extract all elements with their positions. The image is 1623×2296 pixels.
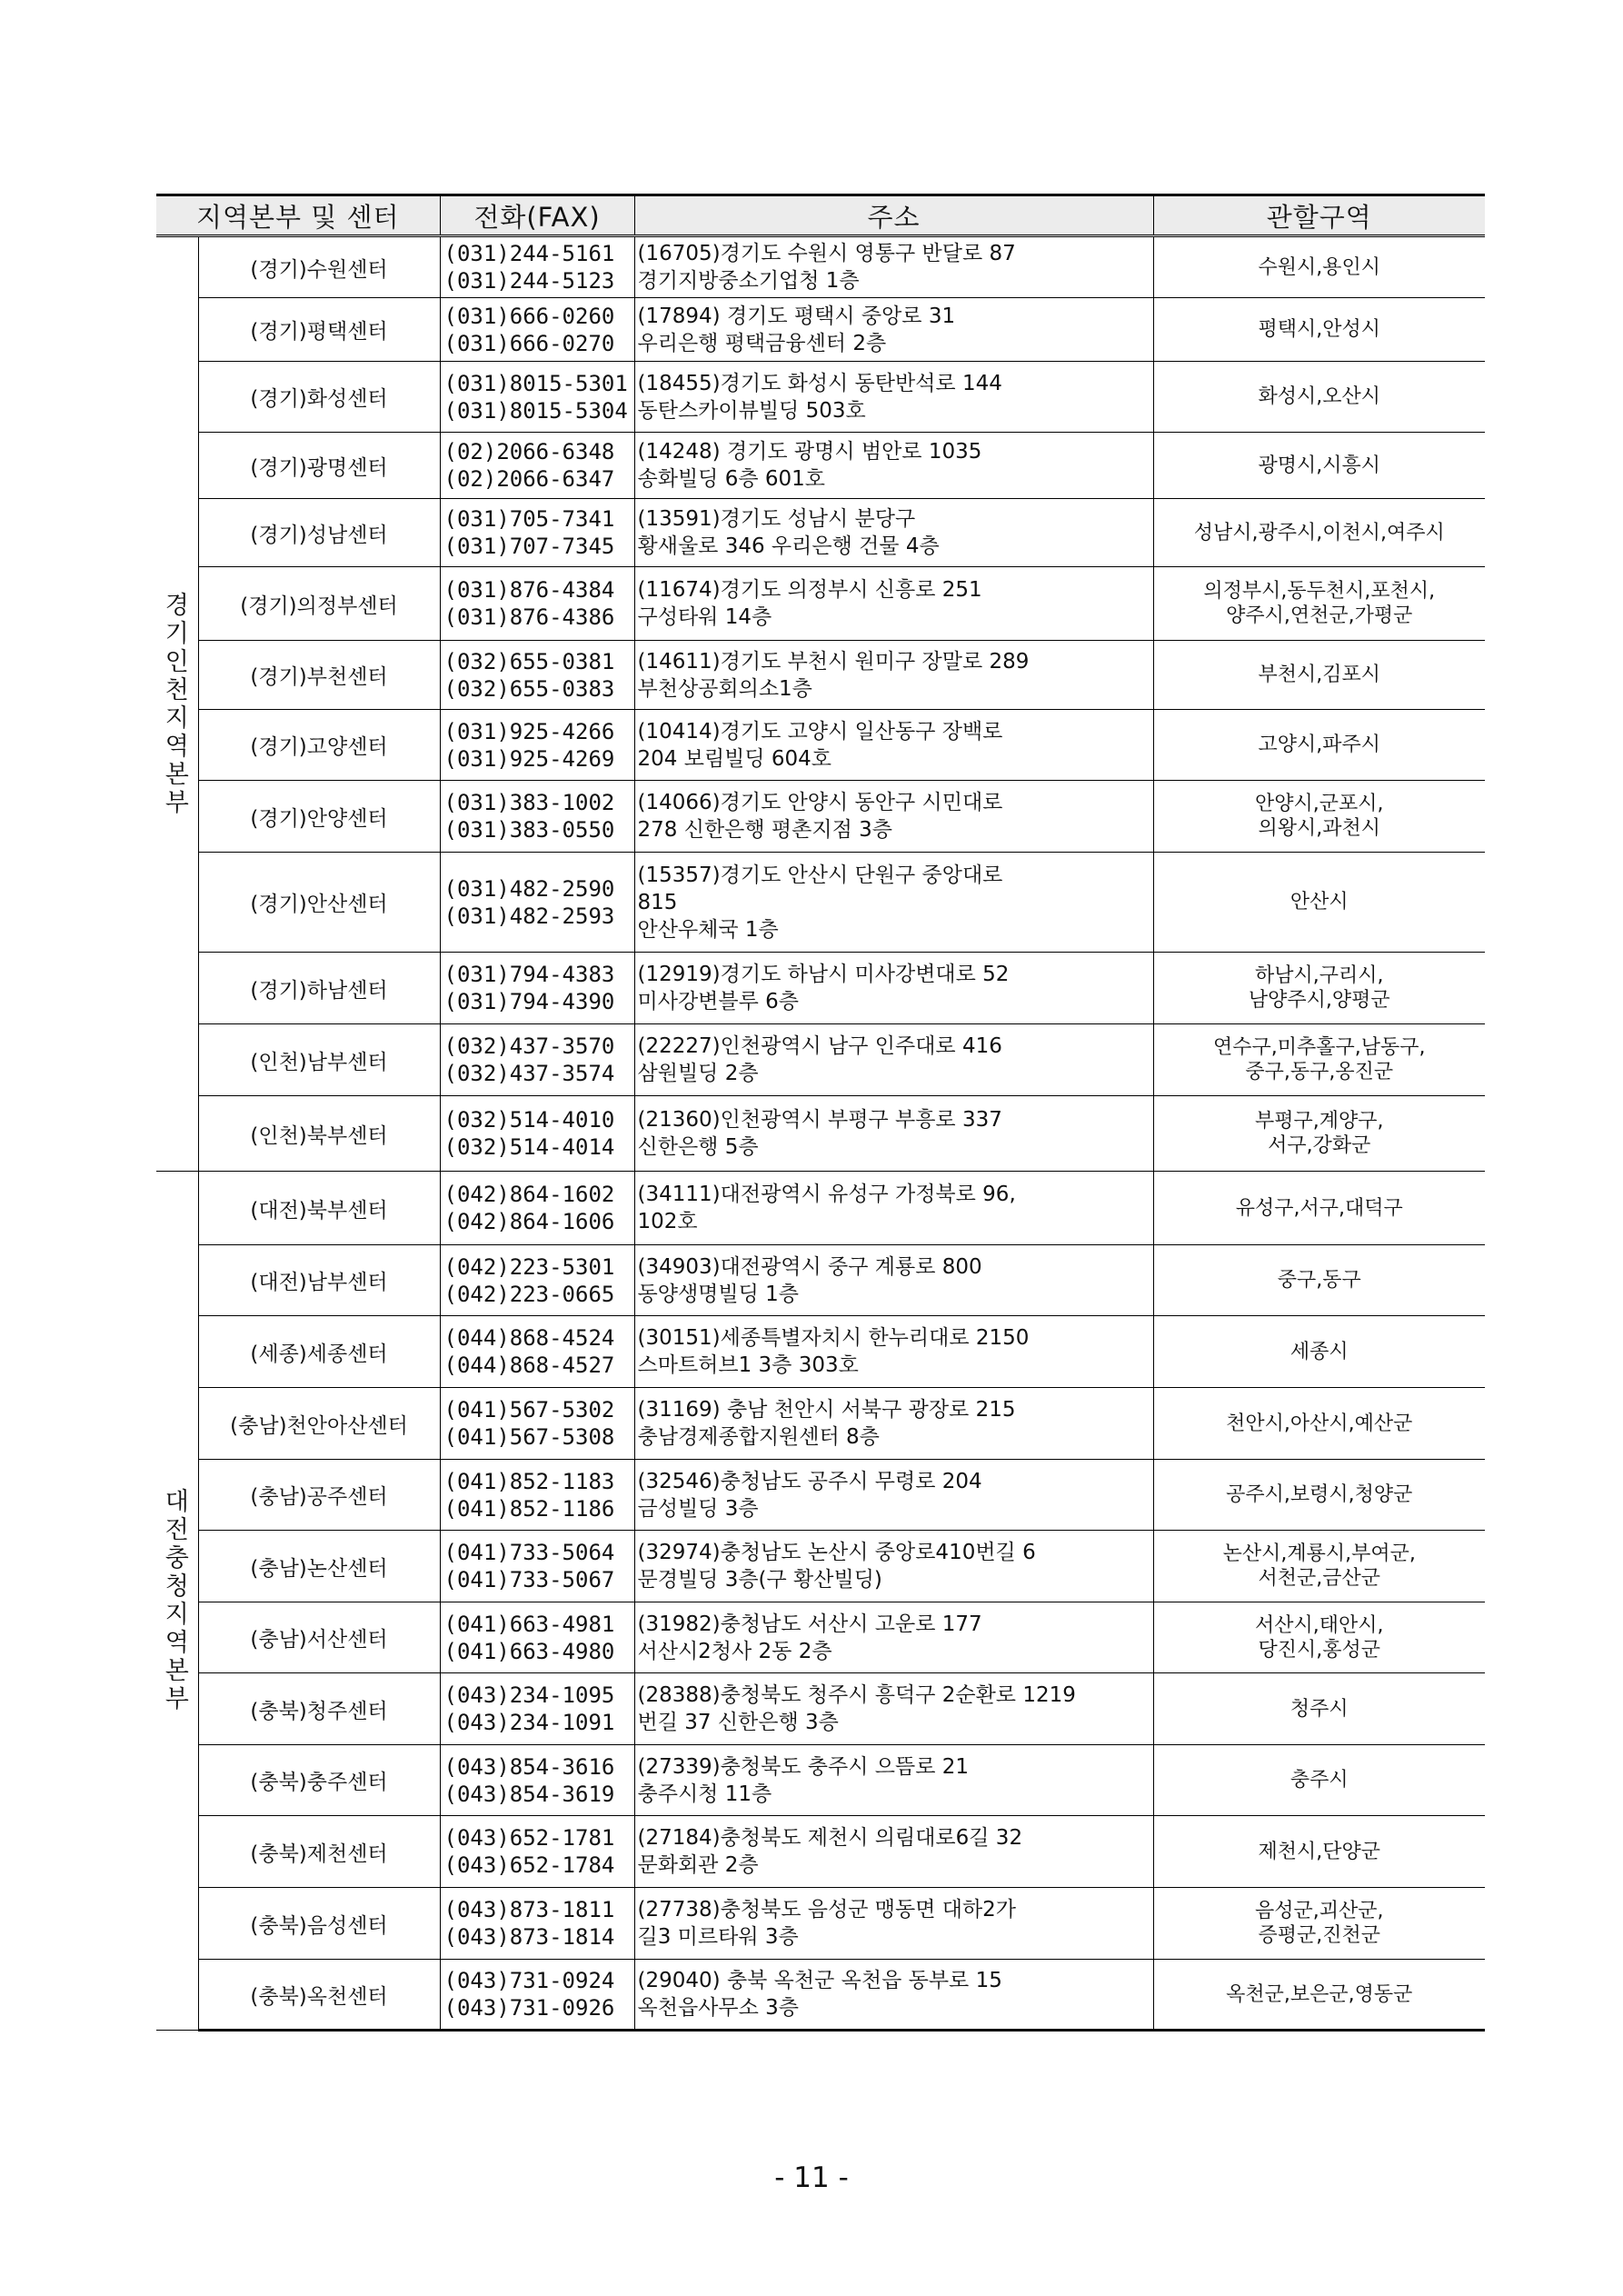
phone-fax-cell: (041)663-4981 (041)663-4980: [440, 1602, 634, 1673]
region-name: 경기인천지역본부: [164, 591, 189, 817]
address-cell: (22227)인천광역시 남구 인주대로 416 삼원빌딩 2층: [634, 1024, 1153, 1096]
table-row: [156, 1673, 1485, 1745]
center-name-cell: (충북)청주센터: [198, 1673, 440, 1745]
table-row: [156, 853, 1485, 953]
table-body: [156, 236, 1485, 2031]
center-name-cell: (경기)수원센터: [198, 236, 440, 298]
phone-fax-cell: (044)868-4524 (044)868-4527: [440, 1316, 634, 1388]
phone-fax-cell: (031)925-4266 (031)925-4269: [440, 710, 634, 781]
table-row: [156, 1888, 1485, 1960]
phone-fax-cell: (043)234-1095 (043)234-1091: [440, 1673, 634, 1745]
address-cell: (21360)인천광역시 부평구 부흥로 337 신한은행 5층: [634, 1096, 1153, 1172]
table-row: [156, 298, 1485, 362]
header-address: 주소: [634, 195, 1153, 236]
page-number: - 11 -: [774, 2161, 849, 2194]
table-row: [156, 781, 1485, 853]
table-row: [156, 1245, 1485, 1316]
table-row: [156, 1816, 1485, 1888]
jurisdiction-cell: 옥천군,보은군,영동군: [1153, 1960, 1485, 2031]
phone-fax-cell: (031)482-2590 (031)482-2593: [440, 853, 634, 953]
address-cell: (14248) 경기도 광명시 범안로 1035 송화빌딩 6층 601호: [634, 433, 1153, 499]
phone-fax-cell: (031)666-0260 (031)666-0270: [440, 298, 634, 362]
jurisdiction-cell: 서산시,태안시, 당진시,홍성군: [1153, 1602, 1485, 1673]
center-name-cell: (충남)천안아산센터: [198, 1388, 440, 1460]
center-name-cell: (경기)부천센터: [198, 641, 440, 710]
header-jurisdiction: 관할구역: [1153, 195, 1485, 236]
address-cell: (14611)경기도 부천시 원미구 장말로 289 부천상공회의소1층: [634, 641, 1153, 710]
phone-fax-cell: (042)864-1602 (042)864-1606: [440, 1172, 634, 1245]
table-row: [156, 1531, 1485, 1602]
center-name-cell: (충북)충주센터: [198, 1745, 440, 1816]
center-name-cell: (경기)광명센터: [198, 433, 440, 499]
center-name-cell: (경기)의정부센터: [198, 567, 440, 641]
center-name-cell: (충남)논산센터: [198, 1531, 440, 1602]
center-name-cell: (충북)음성센터: [198, 1888, 440, 1960]
table-row: [156, 236, 1485, 298]
jurisdiction-cell: 부평구,계양구, 서구,강화군: [1153, 1096, 1485, 1172]
jurisdiction-cell: 고양시,파주시: [1153, 710, 1485, 781]
phone-fax-cell: (02)2066-6348 (02)2066-6347: [440, 433, 634, 499]
center-name-cell: (경기)성남센터: [198, 499, 440, 567]
address-cell: (34111)대전광역시 유성구 가정북로 96, 102호: [634, 1172, 1153, 1245]
center-name-cell: (인천)북부센터: [198, 1096, 440, 1172]
table-row: [156, 1096, 1485, 1172]
jurisdiction-cell: 논산시,계룡시,부여군, 서천군,금산군: [1153, 1531, 1485, 1602]
center-name-cell: (대전)북부센터: [198, 1172, 440, 1245]
phone-fax-cell: (031)705-7341 (031)707-7345: [440, 499, 634, 567]
center-name-cell: (충북)제천센터: [198, 1816, 440, 1888]
center-name-cell: (경기)평택센터: [198, 298, 440, 362]
table-row: [156, 1745, 1485, 1816]
phone-fax-cell: (043)652-1781 (043)652-1784: [440, 1816, 634, 1888]
jurisdiction-cell: 평택시,안성시: [1153, 298, 1485, 362]
table-row: [156, 567, 1485, 641]
address-cell: (15357)경기도 안산시 단원구 중앙대로 815 안산우체국 1층: [634, 853, 1153, 953]
table-row: [156, 1388, 1485, 1460]
phone-fax-cell: (043)873-1811 (043)873-1814: [440, 1888, 634, 1960]
center-name-cell: (충남)공주센터: [198, 1460, 440, 1531]
jurisdiction-cell: 음성군,괴산군, 증평군,진천군: [1153, 1888, 1485, 1960]
jurisdiction-cell: 충주시: [1153, 1745, 1485, 1816]
phone-fax-cell: (042)223-5301 (042)223-0665: [440, 1245, 634, 1316]
phone-fax-cell: (032)514-4010 (032)514-4014: [440, 1096, 634, 1172]
phone-fax-cell: (041)567-5302 (041)567-5308: [440, 1388, 634, 1460]
jurisdiction-cell: 천안시,아산시,예산군: [1153, 1388, 1485, 1460]
jurisdiction-cell: 공주시,보령시,청양군: [1153, 1460, 1485, 1531]
address-cell: (34903)대전광역시 중구 계룡로 800 동양생명빌딩 1층: [634, 1245, 1153, 1316]
phone-fax-cell: (041)733-5064 (041)733-5067: [440, 1531, 634, 1602]
address-cell: (13591)경기도 성남시 분당구 황새울로 346 우리은행 건물 4층: [634, 499, 1153, 567]
jurisdiction-cell: 청주시: [1153, 1673, 1485, 1745]
table-row: [156, 499, 1485, 567]
phone-fax-cell: (031)794-4383 (031)794-4390: [440, 953, 634, 1024]
table-row: [156, 362, 1485, 433]
table-row: [156, 1960, 1485, 2031]
table-header-row: [156, 195, 1485, 236]
jurisdiction-cell: 제천시,단양군: [1153, 1816, 1485, 1888]
table-row: [156, 1024, 1485, 1096]
region-cell: [156, 1172, 198, 2031]
jurisdiction-cell: 세종시: [1153, 1316, 1485, 1388]
table-row: [156, 1172, 1485, 1245]
jurisdiction-cell: 중구,동구: [1153, 1245, 1485, 1316]
table-row: [156, 641, 1485, 710]
address-cell: (27339)충청북도 충주시 으뜸로 21 충주시청 11층: [634, 1745, 1153, 1816]
phone-fax-cell: (031)244-5161 (031)244-5123: [440, 236, 634, 298]
center-name-cell: (경기)고양센터: [198, 710, 440, 781]
address-cell: (12919)경기도 하남시 미사강변대로 52 미사강변블루 6층: [634, 953, 1153, 1024]
phone-fax-cell: (031)876-4384 (031)876-4386: [440, 567, 634, 641]
address-cell: (32546)충청남도 공주시 무령로 204 금성빌딩 3층: [634, 1460, 1153, 1531]
address-cell: (27738)충청북도 음성군 맹동면 대하2가 길3 미르타워 3층: [634, 1888, 1153, 1960]
table-row: [156, 1460, 1485, 1531]
address-cell: (11674)경기도 의정부시 신흥로 251 구성타워 14층: [634, 567, 1153, 641]
region-cell: [156, 236, 198, 1172]
table-row: [156, 1602, 1485, 1673]
center-name-cell: (충남)서산센터: [198, 1602, 440, 1673]
jurisdiction-cell: 안양시,군포시, 의왕시,과천시: [1153, 781, 1485, 853]
jurisdiction-cell: 유성구,서구,대덕구: [1153, 1172, 1485, 1245]
center-name-cell: (대전)남부센터: [198, 1245, 440, 1316]
table-row: [156, 1316, 1485, 1388]
jurisdiction-cell: 광명시,시흥시: [1153, 433, 1485, 499]
jurisdiction-cell: 연수구,미추홀구,남동구, 중구,동구,옹진군: [1153, 1024, 1485, 1096]
center-name-cell: (인천)남부센터: [198, 1024, 440, 1096]
jurisdiction-cell: 수원시,용인시: [1153, 236, 1485, 298]
address-cell: (31982)충청남도 서산시 고운로 177 서산시2청사 2동 2층: [634, 1602, 1153, 1673]
center-directory-table: [156, 194, 1485, 2031]
center-name-cell: (경기)화성센터: [198, 362, 440, 433]
phone-fax-cell: (031)8015-5301 (031)8015-5304: [440, 362, 634, 433]
address-cell: (30151)세종특별자치시 한누리대로 2150 스마트허브1 3층 303호: [634, 1316, 1153, 1388]
center-name-cell: (경기)하남센터: [198, 953, 440, 1024]
center-name-cell: (충북)옥천센터: [198, 1960, 440, 2031]
phone-fax-cell: (031)383-1002 (031)383-0550: [440, 781, 634, 853]
address-cell: (10414)경기도 고양시 일산동구 장백로 204 보림빌딩 604호: [634, 710, 1153, 781]
address-cell: (32974)충청남도 논산시 중앙로410번길 6 문경빌딩 3층(구 황산빌딩): [634, 1531, 1153, 1602]
phone-fax-cell: (043)854-3616 (043)854-3619: [440, 1745, 634, 1816]
address-cell: (14066)경기도 안양시 동안구 시민대로 278 신한은행 평촌지점 3층: [634, 781, 1153, 853]
address-cell: (27184)충청북도 제천시 의림대로6길 32 문화회관 2층: [634, 1816, 1153, 1888]
phone-fax-cell: (032)655-0381 (032)655-0383: [440, 641, 634, 710]
jurisdiction-cell: 성남시,광주시,이천시,여주시: [1153, 499, 1485, 567]
address-cell: (16705)경기도 수원시 영통구 반달로 87 경기지방중소기업청 1층: [634, 236, 1153, 298]
address-cell: (17894) 경기도 평택시 중앙로 31 우리은행 평택금융센터 2층: [634, 298, 1153, 362]
header-center: 지역본부 및 센터: [156, 195, 440, 236]
center-name-cell: (세종)세종센터: [198, 1316, 440, 1388]
address-cell: (18455)경기도 화성시 동탄반석로 144 동탄스카이뷰빌딩 503호: [634, 362, 1153, 433]
jurisdiction-cell: 하남시,구리시, 남양주시,양평군: [1153, 953, 1485, 1024]
jurisdiction-cell: 화성시,오산시: [1153, 362, 1485, 433]
center-name-cell: (경기)안양센터: [198, 781, 440, 853]
phone-fax-cell: (032)437-3570 (032)437-3574: [440, 1024, 634, 1096]
center-name-cell: (경기)안산센터: [198, 853, 440, 953]
table-row: [156, 710, 1485, 781]
address-cell: (29040) 충북 옥천군 옥천읍 동부로 15 옥천읍사무소 3층: [634, 1960, 1153, 2031]
header-phone: 전화(FAX): [440, 195, 634, 236]
table-row: [156, 433, 1485, 499]
address-cell: (28388)충청북도 청주시 흥덕구 2순환로 1219 번길 37 신한은행 3층: [634, 1673, 1153, 1745]
jurisdiction-cell: 안산시: [1153, 853, 1485, 953]
phone-fax-cell: (043)731-0924 (043)731-0926: [440, 1960, 634, 2031]
jurisdiction-cell: 의정부시,동두천시,포천시, 양주시,연천군,가평군: [1153, 567, 1485, 641]
phone-fax-cell: (041)852-1183 (041)852-1186: [440, 1460, 634, 1531]
address-cell: (31169) 충남 천안시 서북구 광장로 215 충남경제종합지원센터 8층: [634, 1388, 1153, 1460]
jurisdiction-cell: 부천시,김포시: [1153, 641, 1485, 710]
table-row: [156, 953, 1485, 1024]
region-name: 대전충청지역본부: [164, 1488, 189, 1713]
